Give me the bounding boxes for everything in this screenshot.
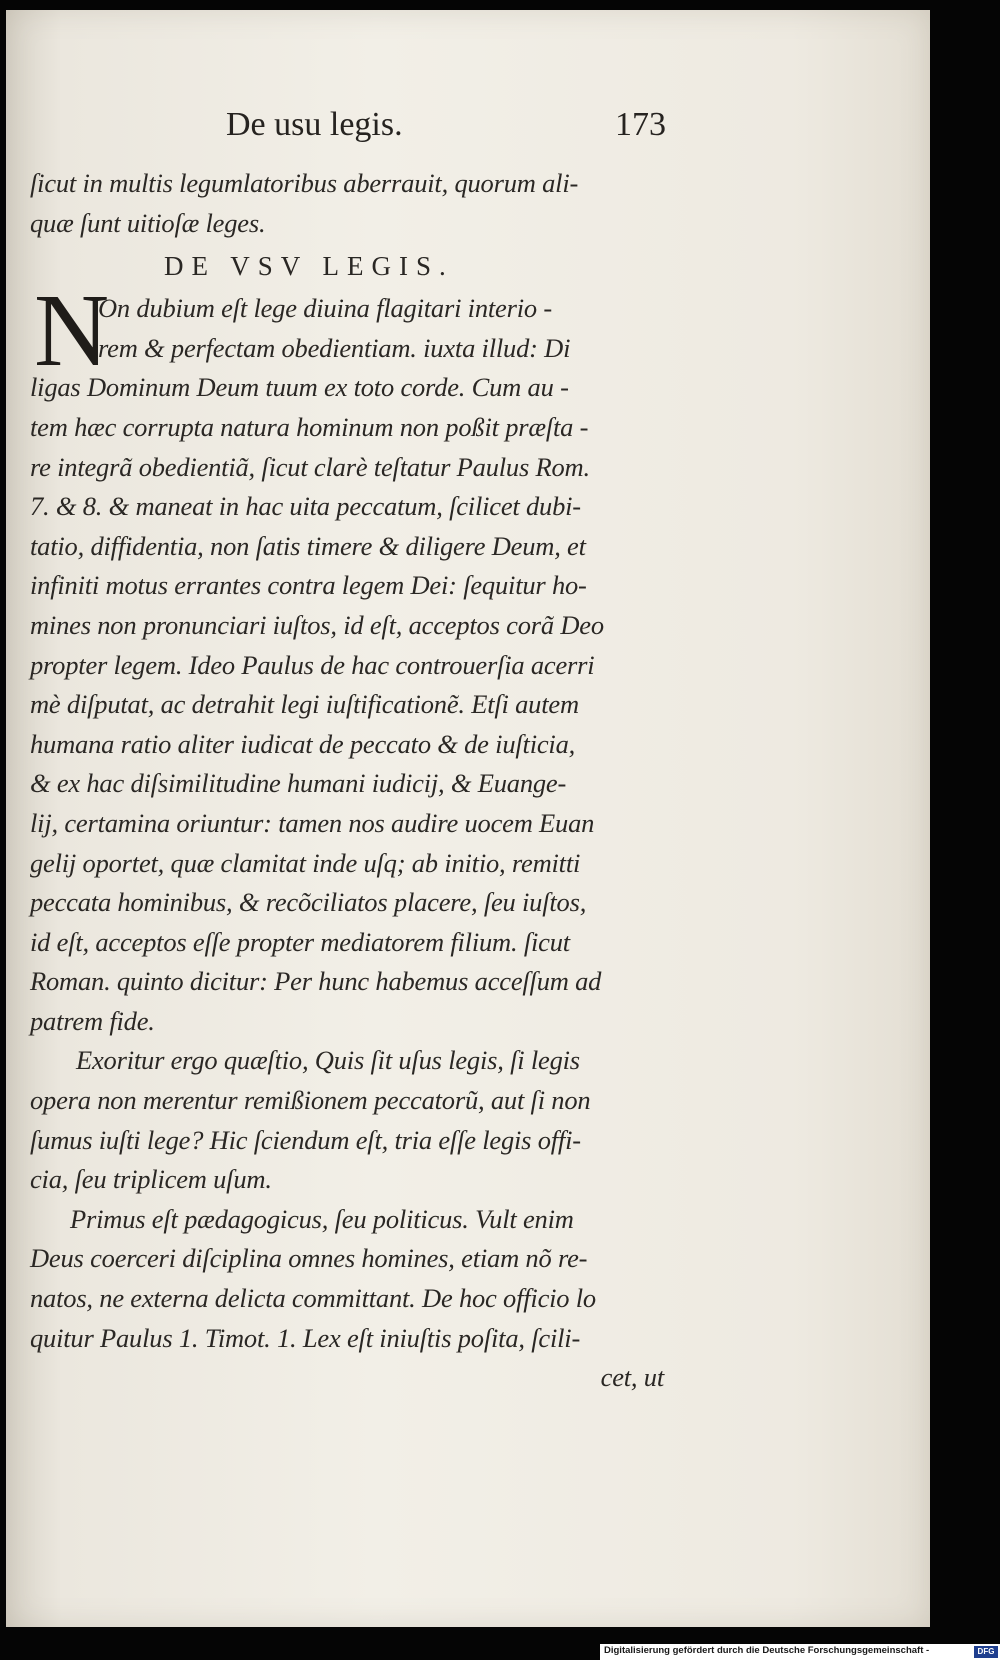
paragraph-2 xyxy=(30,1041,670,1199)
text-line: quæ ſunt uitioſæ leges. xyxy=(30,207,266,238)
text-line: humana ratio aliter iudicat de peccato & de iuſticia, xyxy=(30,728,576,759)
text-line: peccata hominibus, & recõciliatos placere, ſeu iuſtos, xyxy=(30,887,587,918)
text-line: gelij oportet, quæ clamitat inde uſq; ab initio, remitti xyxy=(30,847,581,878)
text-line: ligas Dominum Deum tuum ex toto corde. Cum au - xyxy=(30,372,569,403)
text-line: re integrã obedientiã, ſicut clarè teſtatur Paulus Rom. xyxy=(30,451,590,482)
drop-cap-initial: N xyxy=(34,273,110,389)
text-line: Exoritur ergo quæſtio, Quis ſit uſus legis, ſi legis xyxy=(76,1045,580,1076)
text-line: lij, certamina oriuntur: tamen nos audire uocem Euan xyxy=(30,807,595,838)
text-block xyxy=(30,106,670,1398)
text-line: cia, ſeu triplicem uſum. xyxy=(30,1164,272,1195)
text-line: tem hæc corrupta natura hominum non poßit præſta - xyxy=(30,411,589,442)
text-line: Primus eſt pædagogicus, ſeu politicus. Vult enim xyxy=(70,1203,574,1234)
text-line: mines non pronunciari iuſtos, id eſt, acceptos corã Deo xyxy=(30,609,604,640)
text-line: natos, ne externa delicta committant. De hoc officio lo xyxy=(30,1283,596,1314)
text-line: On dubium eſt lege diuina flagitari interio - xyxy=(98,293,552,324)
text-line: patrem fide. xyxy=(30,1005,155,1036)
paragraph-1 xyxy=(30,368,670,1041)
credit-text: Digitalisierung gefördert durch die Deutsche Forschungsgemeinschaft - xyxy=(604,1645,930,1656)
text-line: Deus coerceri diſciplina omnes homines, etiam nõ re- xyxy=(30,1243,588,1274)
text-line: ſicut in multis legumlatoribus aberrauit, quorum ali- xyxy=(30,168,579,198)
text-line: propter legem. Ideo Paulus de hac controuerſia acerri xyxy=(30,649,595,680)
text-line: Roman. quinto dicitur: Per hunc habemus acceſſum ad xyxy=(30,966,602,997)
page-number: 173 xyxy=(615,106,666,143)
text-line: & ex hac diſsimilitudine humani iudicij, & Euange- xyxy=(30,768,567,799)
running-title: De usu legis. xyxy=(226,106,403,143)
catchword: cet, ut xyxy=(600,1362,664,1393)
section-heading: DE VSV LEGIS. xyxy=(164,251,454,282)
text-line: 7. & 8. & maneat in hac uita peccatum, ſcilicet dubi- xyxy=(30,491,581,522)
text-line: mè diſputat, ac detrahit legi iuſtificationẽ. Etſi autem xyxy=(30,689,579,720)
dfg-logo: DFG xyxy=(974,1646,998,1658)
text-line: ſumus iuſti lege? Hic ſciendum eſt, tria eſſe legis offi- xyxy=(30,1124,581,1155)
digitization-credit-bar xyxy=(600,1644,1000,1660)
text-line: quitur Paulus 1. Timot. 1. Lex eſt iniuſtis poſita, ſcili- xyxy=(30,1322,581,1353)
paragraph-3 xyxy=(30,1200,670,1358)
text-line: tatio, diffidentia, non ſatis timere & diligere Deum, et xyxy=(30,530,586,561)
text-line: opera non merentur remißionem peccatorũ, aut ſi non xyxy=(30,1085,591,1116)
text-line: rem & perfectam obedientiam. iuxta illud: Di xyxy=(98,332,571,363)
text-line: id eſt, acceptos eſſe propter mediatorem filium. ſicut xyxy=(30,926,570,957)
running-head xyxy=(30,106,670,164)
book-page xyxy=(6,10,930,1627)
text-line: infiniti motus errantes contra legem Dei: ſequitur ho- xyxy=(30,570,587,601)
